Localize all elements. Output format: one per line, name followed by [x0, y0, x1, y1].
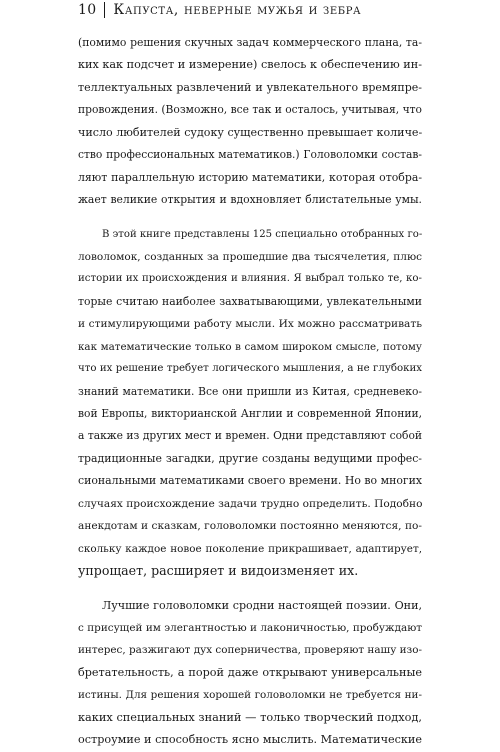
- text-line: остроумие и способность ясно мыслить. Математические: [78, 733, 422, 747]
- text-line: традиционные загадки, другие созданы ведущими профес-: [78, 451, 422, 465]
- text-line: каких специальных знаний — только творческий подход,: [78, 710, 422, 724]
- paragraph-gap: [78, 212, 422, 224]
- running-head: [78, 0, 361, 20]
- text-line: знаний математики. Все они пришли из Китая, средневеко-: [78, 384, 422, 398]
- text-line: истины. Для решения хорошей головоломки не требуется ни-: [78, 689, 422, 702]
- paragraph-gap: [78, 583, 422, 595]
- text-line: провождения. (Возможно, все так и осталось, учитывая, что: [78, 103, 422, 117]
- text-line: и стимулирующими работу мысли. Их можно рассматривать: [78, 318, 422, 331]
- text-line: истории их происхождения и влияния. Я выбрал только те, ко-: [78, 273, 422, 285]
- text-line: бретательность, а порой даже открывают универсальные: [78, 665, 422, 679]
- text-line: вой Европы, викторианской Англии и современной Японии,: [78, 407, 422, 420]
- text-line: анекдотам и сказкам, головоломки постоянно меняются, по-: [78, 520, 422, 533]
- text-line: ловоломок, созданных за прошедшие два тысячелетия, плюс: [78, 250, 422, 263]
- text-line: число любителей судоку существенно превышает количе-: [78, 125, 423, 139]
- text-line: интерес, разжигают дух соперничества, проверяют нашу изо-: [78, 644, 422, 657]
- text-line: В этой книге представлены 125 специально отобранных го-: [102, 228, 423, 240]
- text-line: ство профессиональных математиков.) Головоломки состав-: [78, 148, 422, 162]
- text-line: ляют параллельную историю математики, которая отобра-: [78, 170, 422, 184]
- text-line: упрощает, расширяет и видоизменяет их.: [78, 563, 359, 579]
- page-number: 10: [78, 2, 97, 18]
- text-line: Лучшие головоломки сродни настоящей поэзии. Они,: [102, 598, 422, 612]
- text-line: а также из других мест и времен. Одни представляют собой: [78, 429, 422, 443]
- book-title: Капуста, неверные мужья и зебра: [113, 2, 362, 18]
- paragraph: [78, 224, 422, 583]
- text-line: сиональными математиками своего времени. Но во многих: [78, 474, 422, 488]
- text-line: (помимо решения скучных задач коммерческого плана, та-: [78, 36, 422, 49]
- text-line: скольку каждое новое поколение прикрашивает, адаптирует,: [78, 542, 422, 555]
- text-line: как математические только в самом широком смысле, потому: [78, 340, 422, 353]
- paragraph: [78, 32, 422, 212]
- text-line: ких как подсчет и измерение) свелось к обеспечению ин-: [78, 58, 422, 72]
- text-line: случаях происхождение задачи трудно определить. Подобно: [78, 497, 423, 510]
- header-divider: [104, 2, 105, 18]
- text-line: что их решение требует логического мышления, а не глубоких: [78, 363, 422, 375]
- paragraph: [78, 595, 422, 752]
- text-line: торые считаю наиболее захватывающими, увлекательными: [78, 294, 422, 308]
- body-text: [78, 32, 422, 752]
- text-line: с присущей им элегантностью и лаконичностью, пробуждают: [78, 621, 422, 634]
- text-line: теллектуальных развлечений и увлекательного времяпре-: [78, 80, 422, 94]
- text-line: жает великие открытия и вдохновляет блистательные умы.: [78, 193, 422, 207]
